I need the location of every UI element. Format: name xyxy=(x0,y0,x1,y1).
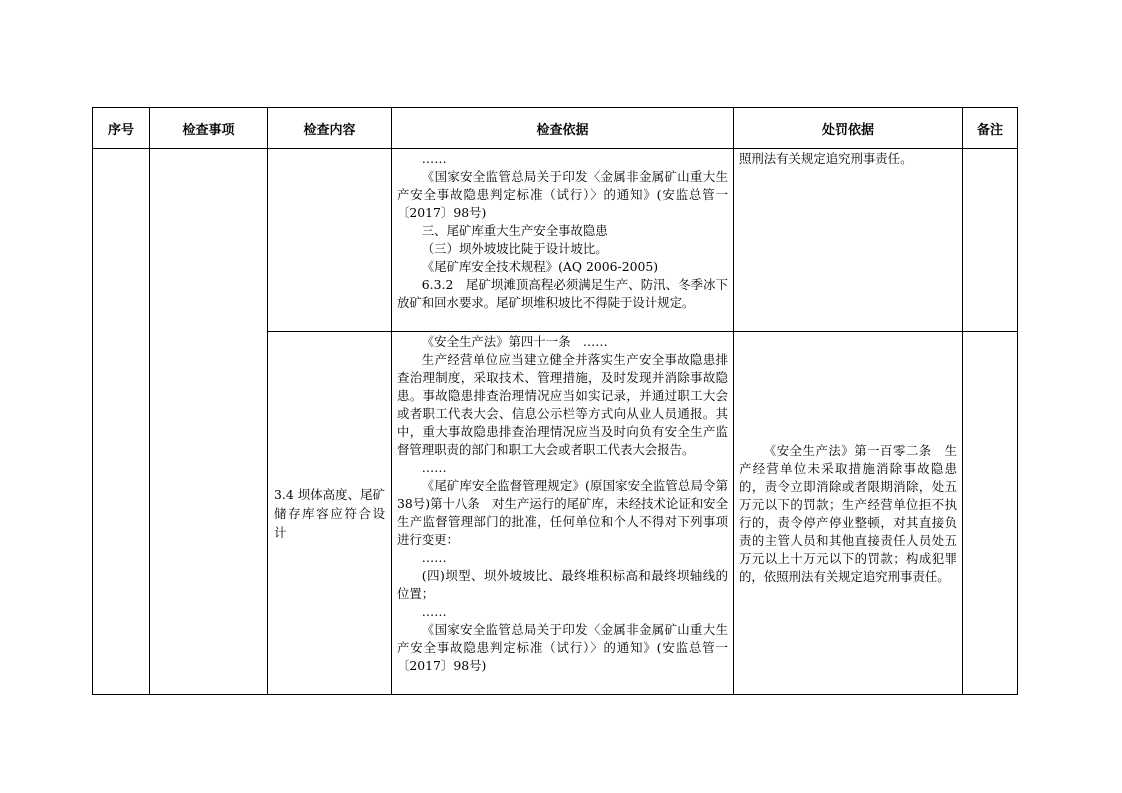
penalty-basis-cell xyxy=(734,332,963,695)
header-serial: 序号 xyxy=(93,108,150,149)
basis-paragraph: (四)坝型、坝外坡坡比、最终堆积标高和最终坝轴线的位置； xyxy=(397,568,728,601)
table-row xyxy=(93,149,1018,332)
penalty-paragraph: 《安全生产法》第一百零二条 生产经营单位未采取措施消除事故隐患的，责令立即消除或者限期消除，处五万元以下的罚款；生产经营单位拒不执行的，责令停产停业整顿，对其直接负责的主管人员和其他直接责任人员处五万元以上十万元以下的罚款；构成犯罪的，依照刑法有关规定追究刑事责任。 xyxy=(739,442,957,584)
basis-paragraph: 《国家安全监管总局关于印发〈金属非金属矿山重大生产安全事故隐患判定标准（试行）〉的通知》(安监总管一〔2017〕98号) xyxy=(397,622,728,673)
basis-paragraph: 《国家安全监管总局关于印发〈金属非金属矿山重大生产安全事故隐患判定标准（试行）〉的通知》(安监总管一〔2017〕98号) xyxy=(397,169,728,220)
remarks-cell xyxy=(963,332,1018,695)
basis-paragraph: …… xyxy=(421,604,447,619)
inspection-basis-cell xyxy=(392,332,734,695)
header-inspection-content: 检查内容 xyxy=(268,108,392,149)
inspection-basis-cell xyxy=(392,149,734,332)
basis-paragraph: …… xyxy=(421,550,447,565)
basis-paragraph: 6.3.2 尾矿坝滩顶高程必须满足生产、防汛、冬季冰下放矿和回水要求。尾矿坝堆积坡比不得陡于设计规定。 xyxy=(397,277,728,310)
inspection-content-text: 3.4 坝体高度、尾矿储存库容应符合设计 xyxy=(274,486,385,540)
basis-paragraph: 《安全生产法》第四十一条 …… xyxy=(421,334,608,349)
basis-paragraph: 三、尾矿库重大生产安全事故隐患 xyxy=(421,223,608,238)
basis-paragraph: 生产经营单位应当建立健全并落实生产安全事故隐患排查治理制度，采取技术、管理措施，及时发现并消除事故隐患。事故隐患排查治理情况应当如实记录，并通过职工大会或者职工代表大会、信息公示栏等方式向从业人员通报。其中，重大事故隐患排查治理情况应当及时向负有安全生产监督管理职责的部门和职工大会或者职工代表大会报告。 xyxy=(397,352,728,457)
basis-paragraph: 《尾矿库安全技术规程》(AQ 2006-2005) xyxy=(421,259,659,274)
basis-paragraph: …… xyxy=(421,151,447,166)
penalty-paragraph: 照刑法有关规定追究刑事责任。 xyxy=(739,151,913,166)
basis-paragraph: （三）坝外坡坡比陡于设计坡比。 xyxy=(421,241,608,256)
inspection-item-cell xyxy=(150,149,268,695)
inspection-table xyxy=(92,107,1018,695)
inspection-content-cell xyxy=(268,332,392,695)
header-penalty-basis: 处罚依据 xyxy=(734,108,963,149)
remarks-cell xyxy=(963,149,1018,332)
header-inspection-basis: 检查依据 xyxy=(392,108,734,149)
header-inspection-item: 检查事项 xyxy=(150,108,268,149)
inspection-content-cell xyxy=(268,149,392,332)
penalty-basis-cell xyxy=(734,149,963,332)
basis-paragraph: …… xyxy=(421,460,447,475)
header-row xyxy=(93,108,1018,149)
header-remarks: 备注 xyxy=(963,108,1018,149)
basis-paragraph: 《尾矿库安全监督管理规定》(原国家安全监管总局令第38号)第十八条 对生产运行的尾矿库，未经技术论证和安全生产监督管理部门的批准，任何单位和个人不得对下列事项进行变更： xyxy=(397,478,728,547)
serial-cell xyxy=(93,149,150,695)
